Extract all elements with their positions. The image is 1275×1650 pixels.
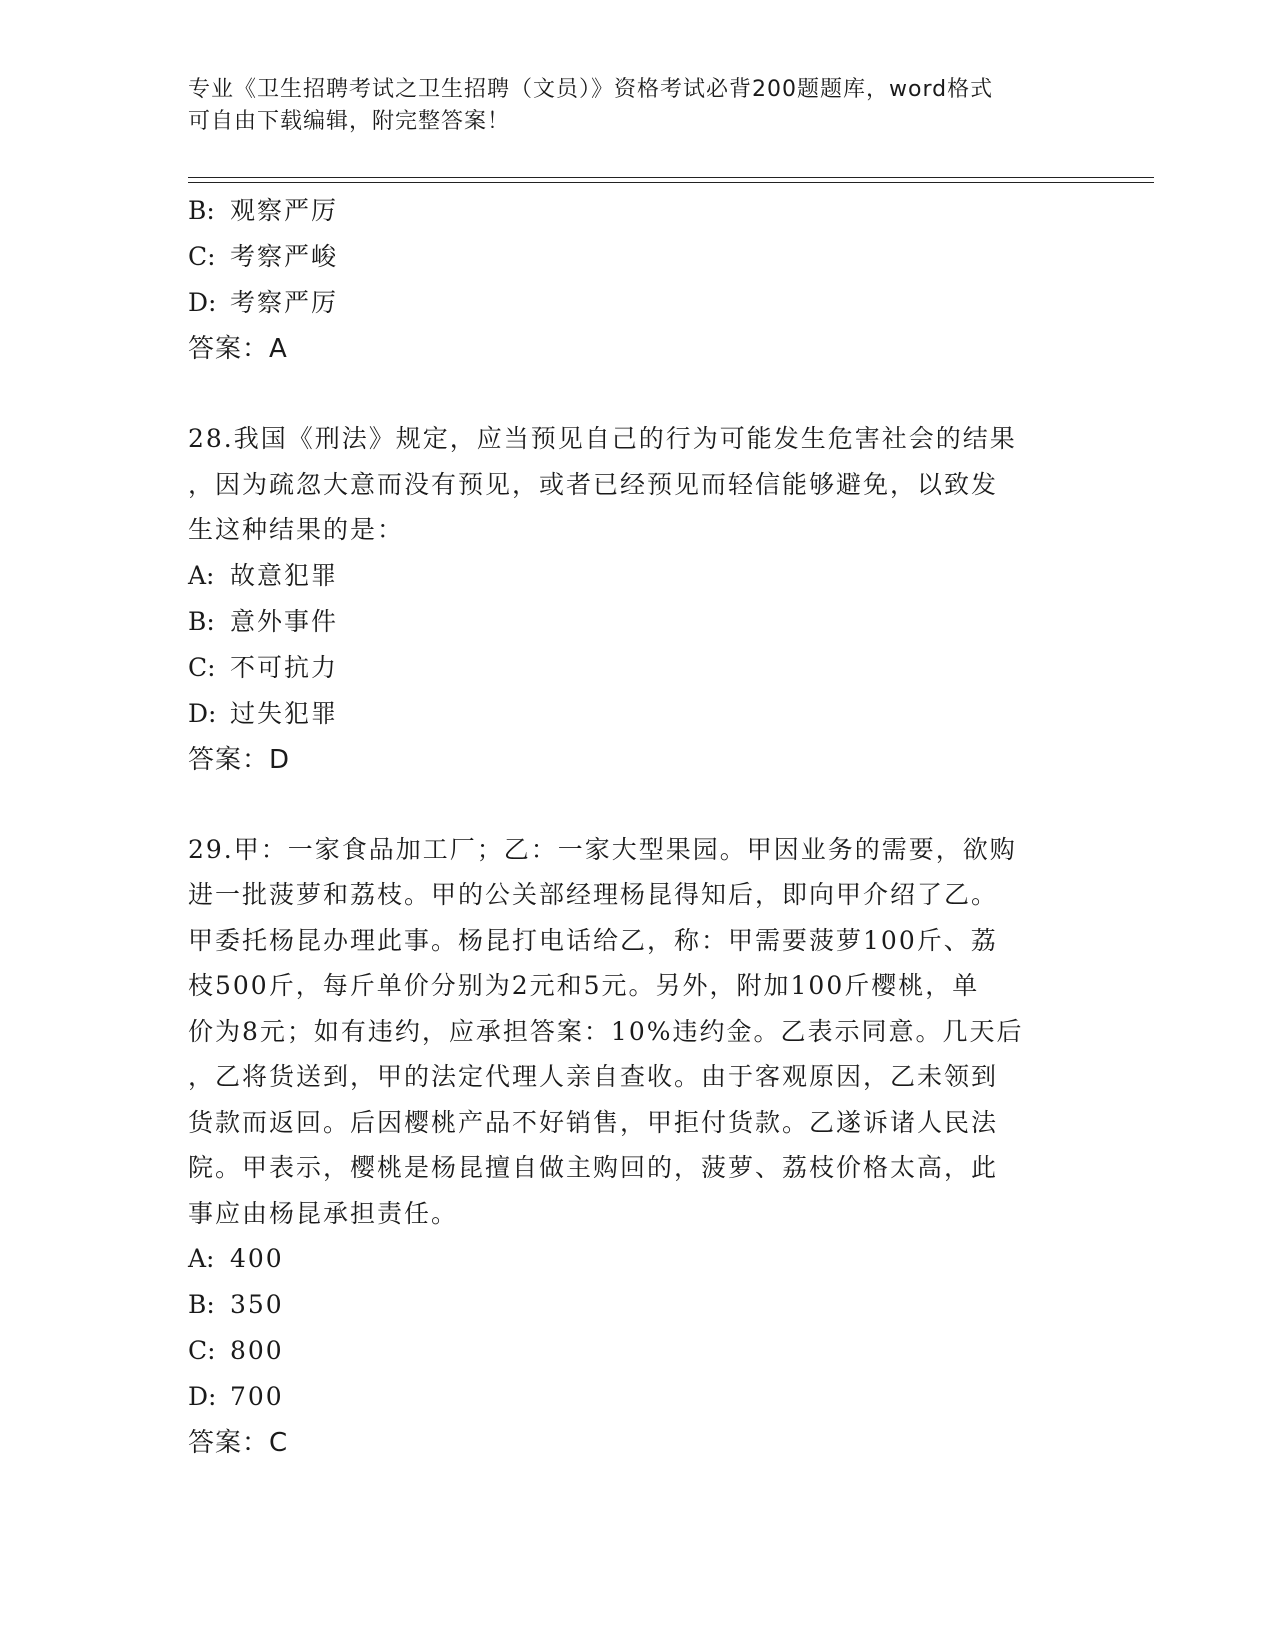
header-line-2: 可自由下载编辑，附完整答案！	[188, 109, 511, 134]
answer: 答案：D	[188, 744, 291, 775]
option-a: A: 400	[188, 1244, 284, 1273]
document-header	[188, 74, 1068, 138]
option-d: D: 过失犯罪	[188, 698, 339, 728]
option-c: C: 800	[188, 1336, 284, 1365]
option-b: B: 350	[188, 1290, 284, 1319]
option-a: A: 故意犯罪	[188, 560, 339, 590]
question-28	[188, 416, 1088, 783]
header-rule-bottom	[188, 182, 1154, 183]
answer: 答案：A	[188, 334, 288, 364]
option-d: D: 考察严厉	[188, 288, 339, 317]
answer: 答案：C	[188, 1428, 289, 1458]
option-c: C: 不可抗力	[188, 652, 339, 682]
option-b: B: 意外事件	[188, 606, 339, 636]
option-d: D: 700	[188, 1382, 284, 1411]
question-27	[188, 188, 1088, 372]
header-rule-top	[188, 177, 1154, 178]
question-29	[188, 827, 1088, 1467]
document-body	[188, 188, 1088, 1466]
header-line-1: 专业《卫生招聘考试之卫生招聘（文员）》资格考试必背200题题库，word格式	[188, 77, 994, 102]
question-text: 28.我国《刑法》规定，应当预见自己的行为可能发生危害社会的结果 ，因为疏忽大意而没有预见，或者已经预见而轻信能够避免，以致发 生这种结果的是：	[188, 424, 1017, 544]
option-b: B: 观察严厉	[188, 196, 339, 225]
option-c: C: 考察严峻	[188, 242, 339, 271]
question-text: 29.甲：一家食品加工厂；乙：一家大型果园。甲因业务的需要，欲购 进一批菠萝和荔枝。甲的公关部经理杨昆得知后，即向甲介绍了乙。 甲委托杨昆办理此事。杨昆打电话给乙，称：甲需要菠萝100斤、荔 枝500斤，每斤单价分别为2元和5元。另外，附加100斤樱桃，单 价为8元；如有违约，应承担答案：10%违约金。乙表示同意。几天后 ，乙将货送到，甲的法定代理人亲自查收。由于客观原因，乙未领到 货款而返回。后因樱桃产品不好销售，甲拒付货款。乙遂诉诸人民法 院。甲表示，樱桃是杨昆擅自做主购回的，菠萝、荔枝价格太高，此 事应由杨昆承担责任。	[188, 834, 1024, 1228]
